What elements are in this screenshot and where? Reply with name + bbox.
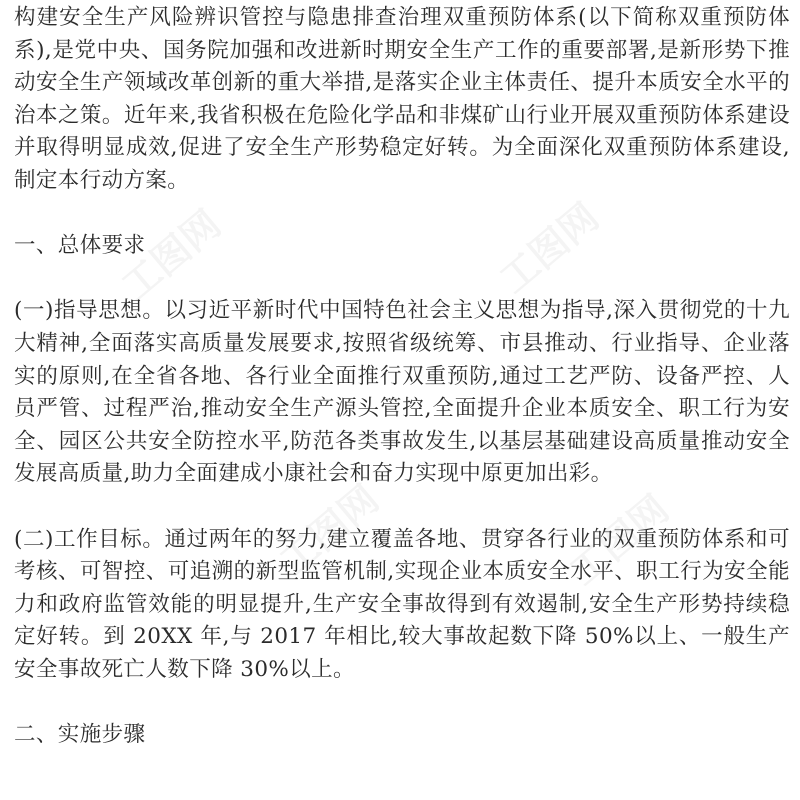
section-heading-implementation-steps: 二、实施步骤	[14, 722, 146, 748]
spacer	[14, 198, 790, 231]
spacer	[14, 686, 790, 719]
watermark: 工图网	[271, 476, 388, 584]
guiding-thought-paragraph: (一)指导思想。以习近平新时代中国特色社会主义思想为指导,深入贯彻党的十九大精神,全面落实高质量发展要求,按照省级统筹、市县推动、行业指导、企业落实的原则,在全省各地、各行业全面推行双重预防,通过工艺严防、设备严控、人员严管、过程严治,推动安全生产源头管控,全面提升企业本质安全、职工行为安全、园区公共安全防控水平,防范各类事故发生,以基层基础建设高质量推动安全发展高质量,助力全面建成小康社会和奋力实现中原更加出彩。	[14, 298, 790, 487]
watermark: 工图网	[113, 201, 230, 309]
spacer	[14, 491, 790, 524]
work-goal-paragraph: (二)工作目标。通过两年的努力,建立覆盖各地、贯穿各行业的双重预防体系和可考核、可智控、可追溯的新型监管机制,实现企业本质安全水平、职工行为安全能力和政府监管效能的明显提升,生产安全事故得到有效遏制,安全生产形势持续稳定好转。到 20XX 年,与 2017 年相比,较大事故起数下降 50%以上、一般生产安全事故死亡人数下降 30%以上。	[14, 526, 790, 682]
intro-paragraph: 构建安全生产风险辨识管控与隐患排查治理双重预防体系(以下简称双重预防体系),是党中央、国务院加强和改进新时期安全生产工作的重要部署,是新形势下推动安全生产领域改革创新的重大举措,是落实企业主体责任、提升本质安全水平的治本之策。近年来,我省积极在危险化学品和非煤矿山行业开展双重预防体系建设并取得明显成效,促进了安全生产形势稳定好转。为全面深化双重预防体系建设,制定本行动方案。	[14, 5, 790, 193]
watermark: 工图网	[561, 486, 678, 594]
section-heading-general-requirements: 一、总体要求	[14, 233, 146, 259]
watermark: 工图网	[491, 194, 608, 302]
spacer	[14, 263, 790, 296]
